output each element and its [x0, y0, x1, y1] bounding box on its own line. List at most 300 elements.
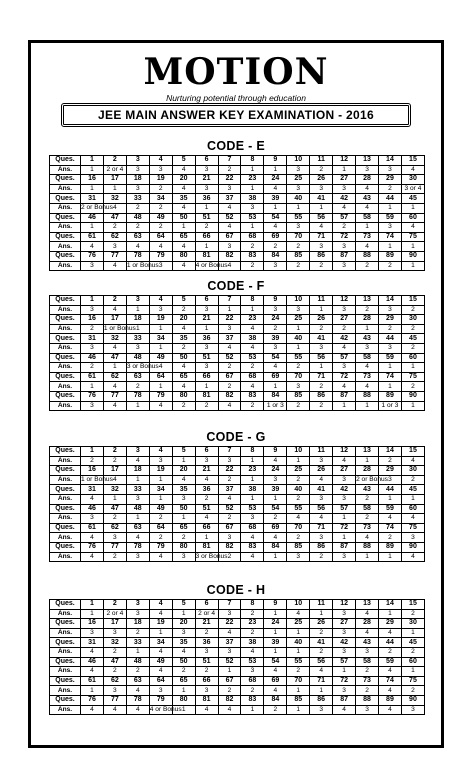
answer-cell: 1 [195, 533, 218, 543]
question-number-cell: 40 [287, 638, 310, 648]
question-number-cell: 51 [195, 504, 218, 514]
answer-cell: 1 [126, 401, 149, 411]
question-number-cell: 53 [241, 213, 264, 223]
question-number-cell: 47 [103, 353, 126, 363]
answer-cell: 3 [172, 628, 195, 638]
question-number-cell: 70 [287, 676, 310, 686]
question-number-cell: 43 [356, 638, 379, 648]
answer-cell: 4 [401, 514, 424, 524]
question-number-cell: 63 [126, 523, 149, 533]
answer-cell: 2 [287, 242, 310, 252]
question-number-cell: 69 [264, 232, 287, 242]
answer-cell: 2 [310, 628, 333, 638]
question-number-cell: 52 [218, 213, 241, 223]
answer-cell: 1 [126, 647, 149, 657]
question-number-cell: 47 [103, 657, 126, 667]
ans-label: Ans. [50, 456, 81, 466]
ans-label: Ans. [50, 514, 81, 524]
question-number-cell: 35 [172, 334, 195, 344]
question-number-cell: 69 [264, 372, 287, 382]
answer-cell: 3 [81, 401, 104, 411]
answer-cell: 2 [218, 475, 241, 485]
question-number-cell: 11 [310, 600, 333, 610]
question-number-cell: 37 [218, 334, 241, 344]
ques-row [50, 619, 425, 629]
answer-cell: 2 [149, 514, 172, 524]
answer-cell: 2 [310, 165, 333, 175]
question-number-cell: 14 [378, 600, 401, 610]
ans-row [50, 686, 425, 696]
question-number-cell: 22 [218, 175, 241, 185]
answer-cell: 2 [333, 223, 356, 233]
question-number-cell: 70 [287, 523, 310, 533]
question-number-cell: 23 [241, 315, 264, 325]
question-number-cell: 75 [401, 523, 424, 533]
ans-row [50, 343, 425, 353]
ans-row [50, 324, 425, 334]
answer-cell: 2 [401, 305, 424, 315]
answer-cell: 3 [333, 184, 356, 194]
question-number-cell: 75 [401, 676, 424, 686]
answer-cell: 2 [287, 363, 310, 373]
question-number-cell: 53 [241, 353, 264, 363]
answer-cell: 4 [195, 514, 218, 524]
question-number-cell: 38 [241, 194, 264, 204]
question-number-cell: 50 [172, 657, 195, 667]
answer-cell: 2 [172, 401, 195, 411]
question-number-cell: 31 [81, 194, 104, 204]
answer-cell: 3 [149, 305, 172, 315]
question-number-cell: 18 [126, 315, 149, 325]
answer-cell: 3 [378, 343, 401, 353]
answer-cell: 1 [172, 705, 195, 715]
question-number-cell: 88 [356, 542, 379, 552]
answer-cell: 2 [287, 475, 310, 485]
ans-label: Ans. [50, 609, 81, 619]
answer-cell: 3 [149, 261, 172, 271]
answer-cell: 3 or Bonus [195, 552, 228, 560]
question-number-cell: 68 [241, 523, 264, 533]
answer-cell: 3 [310, 705, 333, 715]
question-number-cell: 88 [356, 391, 379, 401]
question-number-cell: 84 [264, 391, 287, 401]
answer-cell: 3 [195, 343, 218, 353]
question-number-cell: 13 [356, 296, 379, 306]
answer-cell: 2 [195, 667, 218, 677]
ques-label: Ques. [50, 504, 81, 514]
answer-cell: 2 [310, 324, 333, 334]
question-number-cell: 42 [333, 334, 356, 344]
question-number-cell: 25 [287, 175, 310, 185]
question-number-cell: 34 [149, 334, 172, 344]
answer-cell: 1 [172, 514, 195, 524]
answer-cell: 4 [241, 343, 264, 353]
question-number-cell: 28 [356, 315, 379, 325]
answer-cell: 4 [81, 667, 104, 677]
answer-cell: 4 [103, 475, 126, 485]
question-number-cell: 10 [287, 156, 310, 166]
answer-cell: 2 [218, 686, 241, 696]
answer-cell: 3 [195, 305, 218, 315]
answer-cell: 1 [241, 223, 264, 233]
answer-cell: 2 [241, 261, 264, 271]
ques-label: Ques. [50, 353, 81, 363]
answer-cell: 4 [378, 705, 401, 715]
answer-cell: 1 [264, 494, 287, 504]
ans-row [50, 184, 425, 194]
answer-cell: 4 [149, 363, 172, 373]
answer-cell: 4 [172, 324, 195, 334]
question-number-cell: 25 [287, 466, 310, 476]
answer-cell: 3 [287, 305, 310, 315]
question-number-cell: 82 [218, 251, 241, 261]
question-number-cell: 42 [333, 194, 356, 204]
answer-cell: 2 [195, 223, 218, 233]
question-number-cell: 15 [401, 296, 424, 306]
question-number-cell: 8 [241, 156, 264, 166]
question-number-cell: 14 [378, 296, 401, 306]
answer-cell: 2 [356, 494, 379, 504]
answer-cell: 3 [333, 609, 356, 619]
answer-cell: 1 [103, 184, 126, 194]
question-number-cell: 32 [103, 194, 126, 204]
answer-cell: 4 [333, 382, 356, 392]
question-number-cell: 51 [195, 353, 218, 363]
answer-cell: 2 or 4 [103, 609, 126, 619]
answer-cell: 3 [126, 343, 149, 353]
answer-cell: 4 [218, 261, 241, 271]
question-number-cell: 86 [310, 695, 333, 705]
question-number-cell: 61 [81, 372, 104, 382]
question-number-cell: 87 [333, 251, 356, 261]
answer-cell: 3 [310, 456, 333, 466]
answer-cell: 1 [401, 363, 424, 373]
answer-cell: 2 [401, 686, 424, 696]
question-number-cell: 52 [218, 504, 241, 514]
question-number-cell: 5 [172, 447, 195, 457]
answer-cell: 1 [195, 382, 218, 392]
answer-cell: 4 [172, 363, 195, 373]
question-number-cell: 64 [149, 676, 172, 686]
question-number-cell: 67 [218, 676, 241, 686]
question-number-cell: 67 [218, 523, 241, 533]
answer-cell: 1 [172, 686, 195, 696]
question-number-cell: 21 [195, 315, 218, 325]
ques-label: Ques. [50, 466, 81, 476]
question-number-cell: 1 [81, 447, 104, 457]
question-number-cell: 38 [241, 334, 264, 344]
answer-cell: 2 [356, 305, 379, 315]
question-number-cell: 41 [310, 334, 333, 344]
ques-row [50, 156, 425, 166]
question-number-cell: 53 [241, 657, 264, 667]
answer-cell: 1 [310, 203, 333, 213]
answer-cell: 4 [218, 705, 241, 715]
question-number-cell: 60 [401, 213, 424, 223]
answer-cell: 2 [81, 456, 104, 466]
question-number-cell: 76 [81, 251, 104, 261]
question-number-cell: 9 [264, 156, 287, 166]
question-number-cell: 41 [310, 194, 333, 204]
answer-cell: 2 [172, 343, 195, 353]
question-number-cell: 4 [149, 600, 172, 610]
question-number-cell: 27 [333, 175, 356, 185]
answer-cell: 2 [218, 382, 241, 392]
answer-cell: 4 [264, 686, 287, 696]
question-number-cell: 39 [264, 485, 287, 495]
answer-cell: 2 [378, 261, 401, 271]
question-number-cell: 56 [310, 657, 333, 667]
question-number-cell: 1 [81, 296, 104, 306]
question-number-cell: 73 [356, 676, 379, 686]
question-number-cell: 17 [103, 315, 126, 325]
answer-cell: 3 [356, 165, 379, 175]
answer-cell: 1 [241, 494, 264, 504]
answer-cell: 4 [172, 203, 195, 213]
answer-cell: 2 [356, 514, 379, 524]
answer-cell: 4 [103, 382, 126, 392]
question-number-cell: 3 [126, 296, 149, 306]
answer-cell: 1 [287, 686, 310, 696]
question-number-cell: 46 [81, 213, 104, 223]
answer-cell: 2 [310, 647, 333, 657]
ans-row [50, 533, 425, 543]
question-number-cell: 58 [356, 213, 379, 223]
answer-cell: 4 [401, 223, 424, 233]
question-number-cell: 72 [333, 523, 356, 533]
ques-row [50, 353, 425, 363]
answer-cell: 1 [401, 628, 424, 638]
ans-label: Ans. [50, 343, 81, 353]
question-number-cell: 65 [172, 232, 195, 242]
question-number-cell: 10 [287, 296, 310, 306]
answer-cell: 2 [310, 261, 333, 271]
question-number-cell: 81 [195, 695, 218, 705]
answer-cell: 4 [81, 647, 104, 657]
question-number-cell: 64 [149, 523, 172, 533]
answer-cell: 4 [333, 203, 356, 213]
answer-cell: 4 [103, 305, 126, 315]
answer-cell: 3 [195, 184, 218, 194]
question-number-cell: 71 [310, 523, 333, 533]
answer-cell: 2 [241, 363, 264, 373]
question-number-cell: 28 [356, 175, 379, 185]
ques-label: Ques. [50, 391, 81, 401]
question-number-cell: 78 [126, 391, 149, 401]
answer-cell: 4 [81, 552, 104, 562]
question-number-cell: 18 [126, 175, 149, 185]
question-number-cell: 49 [149, 504, 172, 514]
question-number-cell: 62 [103, 372, 126, 382]
answer-cell: 1 [333, 667, 356, 677]
answer-cell: 3 [264, 475, 287, 485]
answer-cell: 3 [264, 261, 287, 271]
question-number-cell: 24 [264, 175, 287, 185]
ques-label: Ques. [50, 657, 81, 667]
ques-row [50, 334, 425, 344]
answer-cell: 1 [264, 382, 287, 392]
answer-cell: 4 [310, 667, 333, 677]
answer-cell: 3 [333, 494, 356, 504]
answer-cell: 4 [310, 223, 333, 233]
ques-label: Ques. [50, 638, 81, 648]
answer-cell: 4 [378, 628, 401, 638]
answer-cell: 3 [287, 223, 310, 233]
ques-label: Ques. [50, 447, 81, 457]
answer-cell: 1 [172, 609, 195, 619]
answer-cell: 4 [333, 456, 356, 466]
question-number-cell: 16 [81, 619, 104, 629]
ans-row [50, 261, 425, 271]
question-number-cell: 77 [103, 695, 126, 705]
question-number-cell: 48 [126, 353, 149, 363]
answer-cell: 2 or Bonus [356, 476, 388, 484]
answer-cell: 4 [401, 552, 424, 562]
answer-cell: 3 [241, 203, 264, 213]
answer-cell: 3 [218, 456, 241, 466]
question-number-cell: 8 [241, 600, 264, 610]
question-number-cell: 77 [103, 542, 126, 552]
answer-cell: 4 [218, 343, 241, 353]
answer-cell: 4 [218, 401, 241, 411]
answer-cell: 1 [126, 324, 149, 334]
question-number-cell: 50 [172, 213, 195, 223]
question-number-cell: 81 [195, 391, 218, 401]
question-number-cell: 30 [401, 619, 424, 629]
ans-label: Ans. [50, 184, 81, 194]
question-number-cell: 8 [241, 296, 264, 306]
answer-cell: 1 [378, 552, 401, 562]
question-number-cell: 45 [401, 194, 424, 204]
question-number-cell: 66 [195, 232, 218, 242]
answer-cell: 3 [310, 494, 333, 504]
question-number-cell: 57 [333, 353, 356, 363]
ques-label: Ques. [50, 296, 81, 306]
question-number-cell: 15 [401, 447, 424, 457]
question-number-cell: 54 [264, 353, 287, 363]
answer-cell: 2 [218, 552, 241, 562]
answer-cell: 1 [149, 628, 172, 638]
answer-cell: 4 [172, 261, 195, 271]
ques-label: Ques. [50, 372, 81, 382]
answer-cell: 2 [401, 324, 424, 334]
question-number-cell: 78 [126, 695, 149, 705]
question-number-cell: 49 [149, 213, 172, 223]
ques-label: Ques. [50, 619, 81, 629]
answer-cell: 1 [310, 363, 333, 373]
answer-cell: 3 [333, 261, 356, 271]
question-number-cell: 61 [81, 676, 104, 686]
question-number-cell: 39 [264, 334, 287, 344]
question-number-cell: 65 [172, 372, 195, 382]
question-number-cell: 12 [333, 156, 356, 166]
answer-cell: 2 [378, 533, 401, 543]
question-number-cell: 89 [378, 695, 401, 705]
answer-cell: 1 [241, 184, 264, 194]
question-number-cell: 70 [287, 372, 310, 382]
question-number-cell: 17 [103, 619, 126, 629]
question-number-cell: 18 [126, 619, 149, 629]
question-number-cell: 33 [126, 194, 149, 204]
answer-cell: 3 [378, 305, 401, 315]
ques-label: Ques. [50, 232, 81, 242]
answer-cell: 2 [241, 401, 264, 411]
question-number-cell: 86 [310, 251, 333, 261]
question-number-cell: 27 [333, 315, 356, 325]
question-number-cell: 13 [356, 156, 379, 166]
answer-cell: 2 [149, 184, 172, 194]
answer-cell: 3 or 4 [401, 184, 424, 194]
answer-cell: 1 [241, 456, 264, 466]
question-number-cell: 32 [103, 334, 126, 344]
ques-row [50, 638, 425, 648]
question-number-cell: 29 [378, 619, 401, 629]
answer-cell: 2 [378, 184, 401, 194]
question-number-cell: 31 [81, 334, 104, 344]
answer-cell: 1 [218, 305, 241, 315]
question-number-cell: 54 [264, 213, 287, 223]
question-number-cell: 68 [241, 372, 264, 382]
question-number-cell: 36 [195, 485, 218, 495]
question-number-cell: 8 [241, 447, 264, 457]
page-title: JEE MAIN ANSWER KEY EXAMINATION - 2016 [61, 103, 411, 127]
answer-cell: 4 [218, 494, 241, 504]
question-number-cell: 55 [287, 213, 310, 223]
answer-cell: 1 [126, 475, 149, 485]
answer-cell: 4 [264, 456, 287, 466]
answer-cell: 3 [103, 242, 126, 252]
answer-cell: 2 [356, 667, 379, 677]
question-number-cell: 83 [241, 542, 264, 552]
answer-cell: 1 [264, 165, 287, 175]
answer-cell: 2 [401, 647, 424, 657]
question-number-cell: 74 [378, 676, 401, 686]
answer-cell: 1 [378, 242, 401, 252]
question-number-cell: 75 [401, 232, 424, 242]
answer-cell: 1 [378, 203, 401, 213]
question-number-cell: 29 [378, 175, 401, 185]
ques-row [50, 466, 425, 476]
question-number-cell: 38 [241, 485, 264, 495]
question-number-cell: 26 [310, 175, 333, 185]
answer-cell: 4 [149, 242, 172, 252]
answer-cell: 4 [126, 456, 149, 466]
ans-label: Ans. [50, 382, 81, 392]
question-number-cell: 16 [81, 175, 104, 185]
answer-cell: 2 [218, 165, 241, 175]
question-number-cell: 11 [310, 296, 333, 306]
question-number-cell: 86 [310, 542, 333, 552]
answer-cell: 1 or Bonus [103, 325, 136, 333]
ans-label: Ans. [50, 494, 81, 504]
ques-row [50, 504, 425, 514]
question-number-cell: 63 [126, 372, 149, 382]
ques-label: Ques. [50, 334, 81, 344]
question-number-cell: 56 [310, 504, 333, 514]
ans-row [50, 514, 425, 524]
question-number-cell: 45 [401, 638, 424, 648]
answer-cell: 4 [264, 184, 287, 194]
question-number-cell: 71 [310, 232, 333, 242]
question-number-cell: 2 [103, 156, 126, 166]
answer-cell: 3 [218, 609, 241, 619]
answer-cell: 1 [195, 242, 218, 252]
answer-cell: 1 [356, 223, 379, 233]
question-number-cell: 3 [126, 156, 149, 166]
ans-label: Ans. [50, 261, 81, 271]
answer-cell: 4 [333, 343, 356, 353]
question-number-cell: 74 [378, 232, 401, 242]
